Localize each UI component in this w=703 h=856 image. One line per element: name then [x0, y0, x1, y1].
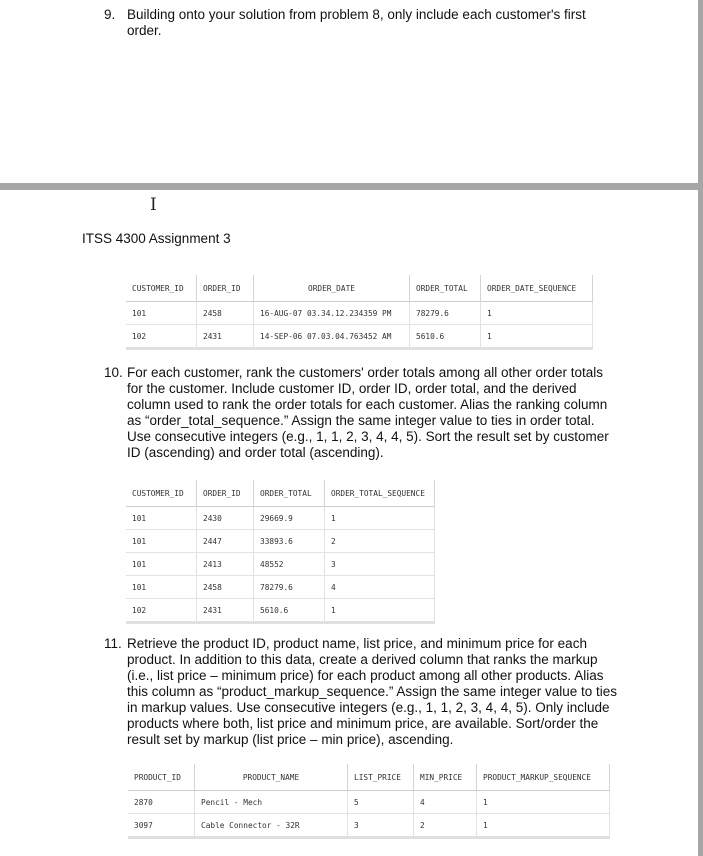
table-cell: 4 — [414, 791, 477, 814]
text-cursor-icon: I — [150, 195, 157, 215]
table-cell: 1 — [325, 507, 435, 530]
question-number: 10. — [104, 365, 123, 380]
table-cell: 5610.6 — [410, 325, 481, 349]
table-cell: 29669.9 — [254, 507, 325, 530]
table-cell: 78279.6 — [410, 302, 481, 325]
column-header: LIST_PRICE — [348, 764, 414, 791]
table-cell: 78279.6 — [254, 576, 325, 599]
table-cell: 2413 — [197, 553, 254, 576]
table-cell: 101 — [126, 530, 197, 553]
table-cell: 2431 — [197, 599, 254, 623]
column-header: ORDER_DATE — [254, 275, 410, 302]
order-total-sequence-table — [126, 480, 435, 624]
table-row — [128, 814, 610, 838]
question-text: Building onto your solution from problem 8, only include each customer's first order. — [127, 7, 586, 38]
table-cell: 2 — [414, 814, 477, 838]
document-header: ITSS 4300 Assignment 3 — [82, 231, 231, 246]
table-row — [126, 530, 435, 553]
table-cell: 2430 — [197, 507, 254, 530]
order-date-sequence-table — [126, 275, 593, 350]
table-cell: 2458 — [197, 576, 254, 599]
column-header: ORDER_DATE_SEQUENCE — [481, 275, 593, 302]
table-cell: 1 — [481, 302, 593, 325]
table-cell: Cable Connector - 32R — [195, 814, 348, 838]
table-cell: 5 — [348, 791, 414, 814]
table-cell: Pencil - Mech — [195, 791, 348, 814]
column-header: ORDER_TOTAL_SEQUENCE — [325, 480, 435, 507]
table-row — [128, 791, 610, 814]
table-cell: 2870 — [128, 791, 195, 814]
product-markup-sequence-table — [128, 764, 610, 839]
table-cell: 2431 — [197, 325, 254, 349]
question-number: 11. — [104, 636, 122, 651]
table-cell: 2458 — [197, 302, 254, 325]
table-cell: 101 — [126, 507, 197, 530]
column-header: PRODUCT_NAME — [195, 764, 348, 791]
column-header: ORDER_ID — [197, 275, 254, 302]
column-header: CUSTOMER_ID — [126, 480, 197, 507]
table-cell: 1 — [477, 814, 610, 838]
column-header: PRODUCT_MARKUP_SEQUENCE — [477, 764, 610, 791]
column-header: ORDER_TOTAL — [410, 275, 481, 302]
table-cell: 4 — [325, 576, 435, 599]
column-header: ORDER_TOTAL — [254, 480, 325, 507]
table-cell: 102 — [126, 599, 197, 623]
table-cell: 3 — [325, 553, 435, 576]
table-cell: 1 — [477, 791, 610, 814]
table-cell: 3 — [348, 814, 414, 838]
table-cell: 101 — [126, 553, 197, 576]
table-row — [126, 302, 593, 325]
table-cell: 1 — [481, 325, 593, 349]
table-cell: 2 — [325, 530, 435, 553]
table-cell: 5610.6 — [254, 599, 325, 623]
table-cell: 2447 — [197, 530, 254, 553]
table-cell: 101 — [126, 576, 197, 599]
question-text: Retrieve the product ID, product name, list price, and minimum price for each product. In addition to this data, create a derived column that ranks the markup (i.e., list price – minimum price) for each product among all other products. Alias this column as “product_markup_sequence.” Assign the same integer value to ties in markup values. Use consecutive integers (e.g., 1, 1, 2, 3, 4, 4, 5). Only include products where both, list price and minimum price, are available. Sort/order the result set by markup (list price – min price), ascending. — [127, 636, 618, 747]
table-cell: 48552 — [254, 553, 325, 576]
table-cell: 33893.6 — [254, 530, 325, 553]
table-header-row — [128, 764, 610, 791]
question-text: For each customer, rank the customers' order totals among all other order totals for the customer. Include customer ID, order ID, order total, and the derived column used to rank the order totals for each customer. Alias the ranking column as “order_total_sequence.” Assign the same integer value to ties in order total. Use consecutive integers (e.g., 1, 1, 2, 3, 4, 4, 5). Sort the result set by customer ID (ascending) and order total (ascending). — [127, 365, 609, 460]
table-cell: 1 — [325, 599, 435, 623]
table-row — [126, 576, 435, 599]
table-row — [126, 325, 593, 349]
column-header: CUSTOMER_ID — [126, 275, 197, 302]
vertical-scroll-track — [698, 0, 703, 856]
table-cell: 16-AUG-07 03.34.12.234359 PM — [254, 302, 410, 325]
column-header: MIN_PRICE — [414, 764, 477, 791]
column-header: PRODUCT_ID — [128, 764, 195, 791]
table-cell: 102 — [126, 325, 197, 349]
question-number: 9. — [104, 7, 116, 22]
table-cell: 14-SEP-06 07.03.04.763452 AM — [254, 325, 410, 349]
table-row — [126, 507, 435, 530]
table-row — [126, 599, 435, 623]
table-cell: 101 — [126, 302, 197, 325]
table-cell: 3097 — [128, 814, 195, 838]
table-header-row — [126, 275, 593, 302]
question-9 — [104, 7, 604, 39]
page-separator — [0, 183, 703, 190]
table-row — [126, 553, 435, 576]
question-10 — [104, 365, 618, 461]
column-header: ORDER_ID — [197, 480, 254, 507]
table-header-row — [126, 480, 435, 507]
question-11 — [104, 636, 618, 748]
